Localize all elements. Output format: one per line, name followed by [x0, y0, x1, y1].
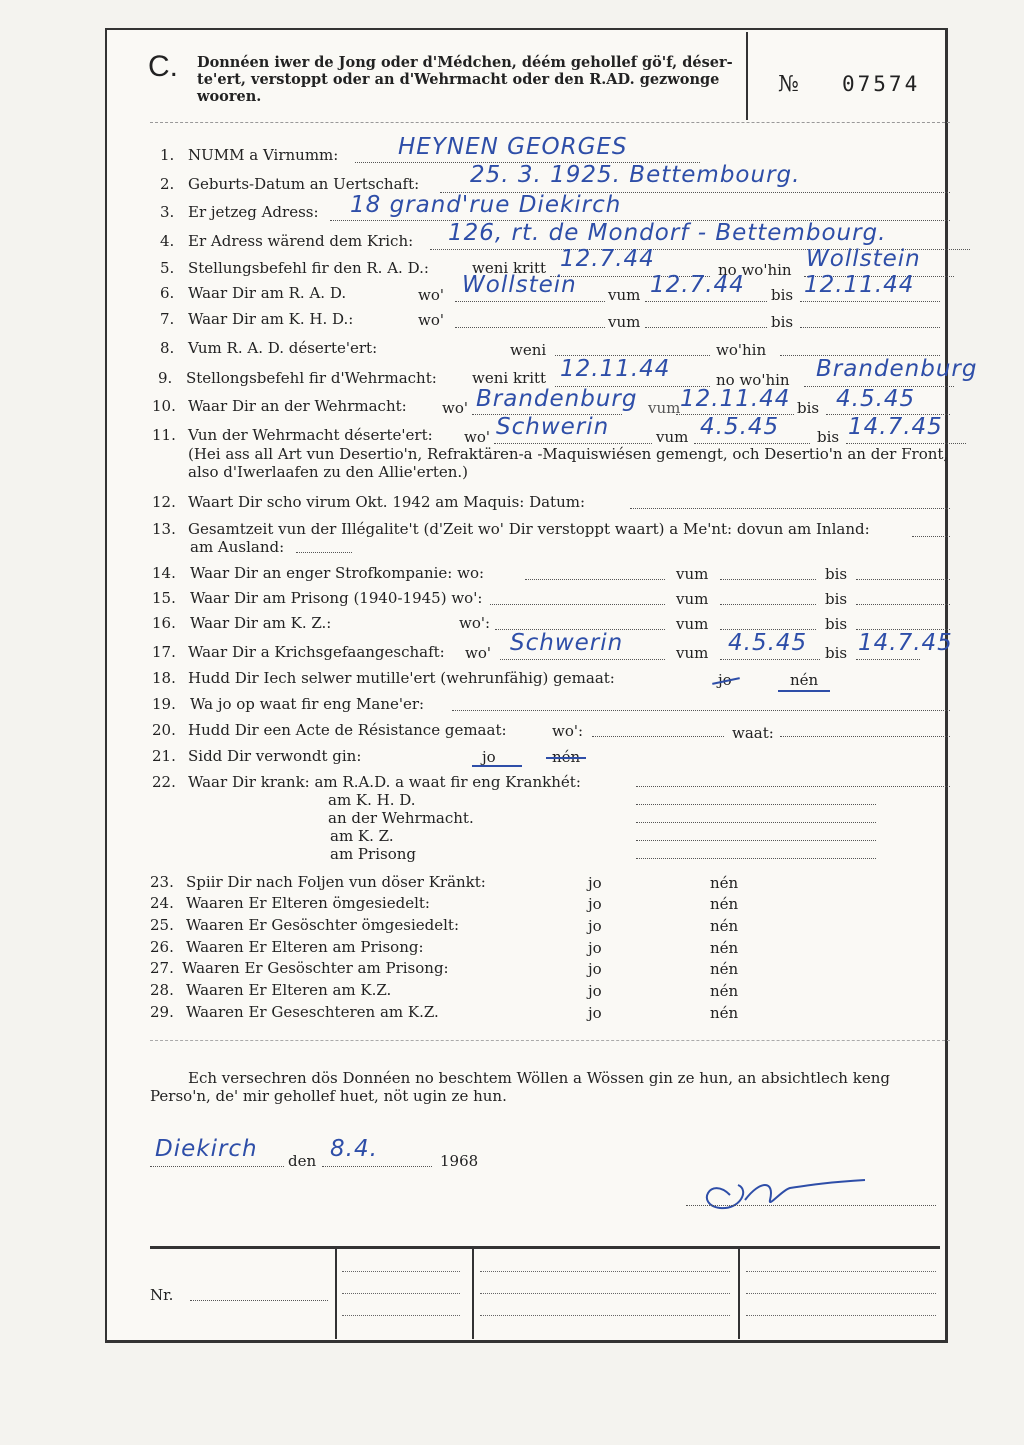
field-number: 18. [152, 669, 176, 687]
fill-line [800, 301, 940, 302]
signature-image [690, 1160, 870, 1220]
fill-line [494, 443, 652, 444]
handwritten-to: 14.7.45 [848, 414, 943, 440]
fill-line [190, 1300, 328, 1301]
underline-mark [778, 690, 830, 692]
section-rule [150, 1040, 950, 1041]
choice-nen: nén [790, 671, 819, 689]
field-weni: weni kritt [472, 369, 547, 387]
declaration-text: Ech versechren dös Donnéen no beschtem Wöllen a Wössen gin ze hun, an absichtlech keng Perso'n, de' mir gehollef huet, nöt ugin ze hun. [150, 1069, 890, 1105]
field-label: Hudd Dir Iech selwer mutille'ert (wehrunfähig) gemaat: [188, 669, 615, 687]
field-number: 22. [152, 773, 176, 791]
field-label: Geburts-Datum an Uertschaft: [188, 175, 420, 193]
field-waat: waat: [732, 724, 774, 742]
field-wo: wo' [418, 311, 444, 329]
handwritten-date: 12.7.44 [560, 246, 655, 272]
field-weni: weni [510, 341, 547, 359]
field-number: 8. [160, 339, 175, 357]
fill-line [780, 736, 950, 737]
field-bis: bis [825, 565, 848, 583]
choice-nen: nén [710, 1004, 739, 1022]
choice-jo: jo [588, 960, 602, 978]
handwritten-place: Diekirch [155, 1136, 258, 1162]
field-label: Waaren Er Elteren am Prisong: [186, 938, 424, 956]
handwritten-war-address: 126, rt. de Mondorf - Bettembourg. [448, 220, 887, 246]
fill-line [636, 804, 876, 805]
field-number: 23. [150, 873, 174, 891]
field-label: Waar Dir krank: am R.A.D. a waat fir eng Krankhét: [188, 773, 581, 791]
field-label: Waar Dir am K. Z.: [190, 614, 332, 632]
year-label: 1968 [440, 1152, 479, 1170]
field-number: 19. [152, 695, 176, 713]
handwritten-name: HEYNEN GEORGES [398, 134, 628, 160]
field-vum: vum [656, 428, 689, 446]
fill-line [636, 786, 950, 787]
handwritten-from: 12.7.44 [650, 272, 745, 298]
choice-jo: jo [588, 1004, 602, 1022]
fill-line [525, 579, 665, 580]
handwritten-birth: 25. 3. 1925. Bettembourg. [470, 162, 801, 188]
field-bis: bis [825, 590, 848, 608]
fill-line [645, 327, 767, 328]
handwritten-place: Brandenburg [476, 386, 638, 412]
choice-jo: jo [588, 874, 602, 892]
field-vum: vum [648, 399, 681, 417]
field-label: Er Adress wärend dem Krich: [188, 232, 414, 250]
table-column [472, 1249, 474, 1339]
field-label: Stellungsbefehl fir den R. A. D.: [188, 259, 429, 277]
choice-jo: jo [588, 917, 602, 935]
handwritten-place: Wollstein [462, 272, 577, 298]
field-vum: vum [608, 286, 641, 304]
handwritten-date: 8.4. [330, 1136, 378, 1162]
fill-line [490, 604, 665, 605]
field-label-abroad: am Ausland: [190, 538, 285, 556]
field-number: 27. [150, 959, 174, 977]
choice-jo: jo [588, 895, 602, 913]
handwritten-to: 12.11.44 [804, 272, 915, 298]
field-number: 16. [152, 614, 176, 632]
signature-line [686, 1205, 936, 1206]
field-label: Spiir Dir nach Foljen vun döser Kränkt: [186, 873, 486, 891]
field-label: Hudd Dir een Acte de Résistance gemaat: [188, 721, 507, 739]
fill-line [645, 301, 767, 302]
fill-line [296, 552, 352, 553]
table-column [738, 1249, 740, 1339]
fill-line [800, 327, 940, 328]
handwritten-date: 12.11.44 [560, 356, 671, 382]
fill-line [720, 604, 816, 605]
choice-jo: jo [718, 671, 732, 689]
fill-line [746, 1271, 936, 1272]
fill-line [912, 536, 950, 537]
choice-nen: nén [710, 982, 739, 1000]
field-number: 20. [152, 721, 176, 739]
handwritten-place: Schwerin [510, 630, 624, 656]
choice-nen: nén [552, 748, 581, 766]
choice-nen: nén [710, 874, 739, 892]
field-number: 25. [150, 916, 174, 934]
fill-line [480, 1271, 730, 1272]
handwritten-to: 14.7.45 [858, 630, 953, 656]
field-number: 5. [160, 259, 175, 277]
field-number: 11. [152, 426, 176, 444]
fill-line [694, 443, 810, 444]
field-number: 17. [152, 643, 176, 661]
field-label: Sidd Dir verwondt gin: [188, 747, 362, 765]
den-label: den [288, 1152, 317, 1170]
field-number: 14. [152, 564, 176, 582]
field-number: 10. [152, 397, 176, 415]
fill-line [856, 659, 920, 660]
field-label: Gesamtzeit vun der Illégalite't (d'Zeit wo' Dir verstoppt waart) a Me'nt: dovun am Inland: [188, 520, 870, 538]
fill-line [342, 1293, 460, 1294]
field-label: Waaren Er Elteren am K.Z. [186, 981, 392, 999]
field-number: 2. [160, 175, 175, 193]
field-number: 12. [152, 493, 176, 511]
field-bis: bis [825, 615, 848, 633]
field-label: Waar Dir am R. A. D. [188, 284, 347, 302]
sub-item: am Prisong [330, 845, 416, 863]
fill-line [856, 604, 950, 605]
field-number: 26. [150, 938, 174, 956]
field-wo: wo': [459, 614, 491, 632]
field-number: 15. [152, 589, 176, 607]
field-label: Vum R. A. D. déserte'ert: [188, 339, 378, 357]
fill-line [342, 1271, 460, 1272]
field-wo: wo' [464, 428, 490, 446]
fill-line [322, 1166, 432, 1167]
field-bis: bis [771, 313, 794, 331]
sub-item: an der Wehrmacht. [328, 809, 474, 827]
field-number: 29. [150, 1003, 174, 1021]
section-letter: C. [148, 50, 178, 83]
nr-label: Nr. [150, 1286, 174, 1304]
field-vum: vum [676, 615, 709, 633]
field-number: 9. [158, 369, 173, 387]
field-vum: vum [676, 590, 709, 608]
fill-line [720, 579, 816, 580]
handwritten-place: Brandenburg [816, 356, 978, 382]
field-label: Vun der Wehrmacht déserte'ert: [188, 426, 433, 444]
field-vum: vum [676, 565, 709, 583]
registry-table [150, 1246, 940, 1339]
field-bis: bis [771, 286, 794, 304]
choice-nen: nén [710, 895, 739, 913]
field-wohin: wo'hin [716, 341, 767, 359]
field-label: Waar Dir an der Wehrmacht: [188, 397, 407, 415]
field-bis: bis [817, 428, 840, 446]
choice-jo: jo [482, 748, 496, 766]
field-label: Waart Dir scho virum Okt. 1942 am Maquis: Datum: [188, 493, 586, 511]
fill-line [452, 710, 950, 711]
fill-line [150, 1166, 284, 1167]
underline-mark [472, 765, 522, 767]
field-number: 4. [160, 232, 175, 250]
field-number: 28. [150, 981, 174, 999]
header-divider [746, 32, 748, 120]
fill-line [636, 858, 876, 859]
field-weni: weni kritt [472, 259, 547, 277]
field-label: NUMM a Virnumm: [188, 146, 339, 164]
field-note: (Hei ass all Art vun Desertio'n, Refraktären-a -Maquiswiésen gemengt, och Desertio'n an der Front, also d'Iwerlaafen zu den Allie'erten.) [188, 445, 949, 481]
form-number: 07574 [842, 72, 921, 96]
fill-line [636, 822, 876, 823]
field-number: 13. [152, 520, 176, 538]
table-column [335, 1249, 337, 1339]
field-label: Stellongsbefehl fir d'Wehrmacht: [186, 369, 437, 387]
fill-line [720, 659, 820, 660]
fill-line [592, 736, 724, 737]
field-label: Er jetzeg Adress: [188, 203, 319, 221]
fill-line [636, 840, 876, 841]
choice-jo: jo [588, 939, 602, 957]
sub-item: am K. Z. [330, 827, 394, 845]
choice-nen: nén [710, 960, 739, 978]
fill-line [630, 508, 950, 509]
fill-line [455, 327, 605, 328]
field-number: 7. [160, 310, 175, 328]
field-number: 6. [160, 284, 175, 302]
field-bis: bis [797, 399, 820, 417]
fill-line [746, 1315, 936, 1316]
field-wo: wo' [418, 286, 444, 304]
field-label: Waaren Er Elteren ömgesiedelt: [186, 894, 430, 912]
fill-line [480, 1315, 730, 1316]
field-label: Wa jo op waat fir eng Mane'er: [190, 695, 425, 713]
field-number: 21. [152, 747, 176, 765]
handwritten-from: 4.5.45 [728, 630, 808, 656]
sub-item: am K. H. D. [328, 791, 416, 809]
fill-line [856, 579, 950, 580]
fill-line [500, 659, 665, 660]
field-vum: vum [676, 644, 709, 662]
fill-line [846, 443, 966, 444]
choice-nen: nén [710, 917, 739, 935]
handwritten-from: 12.11.44 [680, 386, 791, 412]
fill-line [455, 301, 605, 302]
field-wo: wo': [552, 722, 584, 740]
field-wohin: no wo'hin [716, 371, 790, 389]
header-rule [150, 122, 950, 123]
handwritten-place: Wollstein [806, 246, 921, 272]
field-bis: bis [825, 644, 848, 662]
fill-line [480, 1293, 730, 1294]
field-label: Waar Dir a Krichsgefaangeschaft: [188, 643, 445, 661]
handwritten-from: 4.5.45 [700, 414, 780, 440]
field-label: Waar Dir an enger Strofkompanie: wo: [190, 564, 485, 582]
fill-line [746, 1293, 936, 1294]
fill-line [342, 1315, 460, 1316]
field-label: Waaren Er Gesöschter ömgesiedelt: [186, 916, 460, 934]
strike-mark [546, 757, 586, 759]
field-label: Waar Dir am Prisong (1940-1945) wo': [190, 589, 483, 607]
field-label: Waaren Er Gesöschter am Prisong: [182, 959, 449, 977]
field-number: 24. [150, 894, 174, 912]
handwritten-to: 4.5.45 [836, 386, 916, 412]
form-title: Donnéen iwer de Jong oder d'Médchen, déém gehollef gö'f, déser-te'ert, verstoppt oder an d'Wehrmacht oder den R.AD. gezwonge wooren. [197, 54, 733, 105]
field-wohin: no wo'hin [718, 261, 792, 279]
choice-jo: jo [588, 982, 602, 1000]
field-label: Waaren Er Geseschteren am K.Z. [186, 1003, 439, 1021]
field-vum: vum [608, 313, 641, 331]
field-wo: wo' [442, 399, 468, 417]
handwritten-address: 18 grand'rue Diekirch [350, 192, 622, 218]
handwritten-place: Schwerin [496, 414, 610, 440]
field-number: 1. [160, 146, 175, 164]
field-wo: wo' [465, 644, 491, 662]
number-label: № [778, 72, 799, 97]
choice-nen: nén [710, 939, 739, 957]
field-label: Waar Dir am K. H. D.: [188, 310, 354, 328]
field-number: 3. [160, 203, 175, 221]
